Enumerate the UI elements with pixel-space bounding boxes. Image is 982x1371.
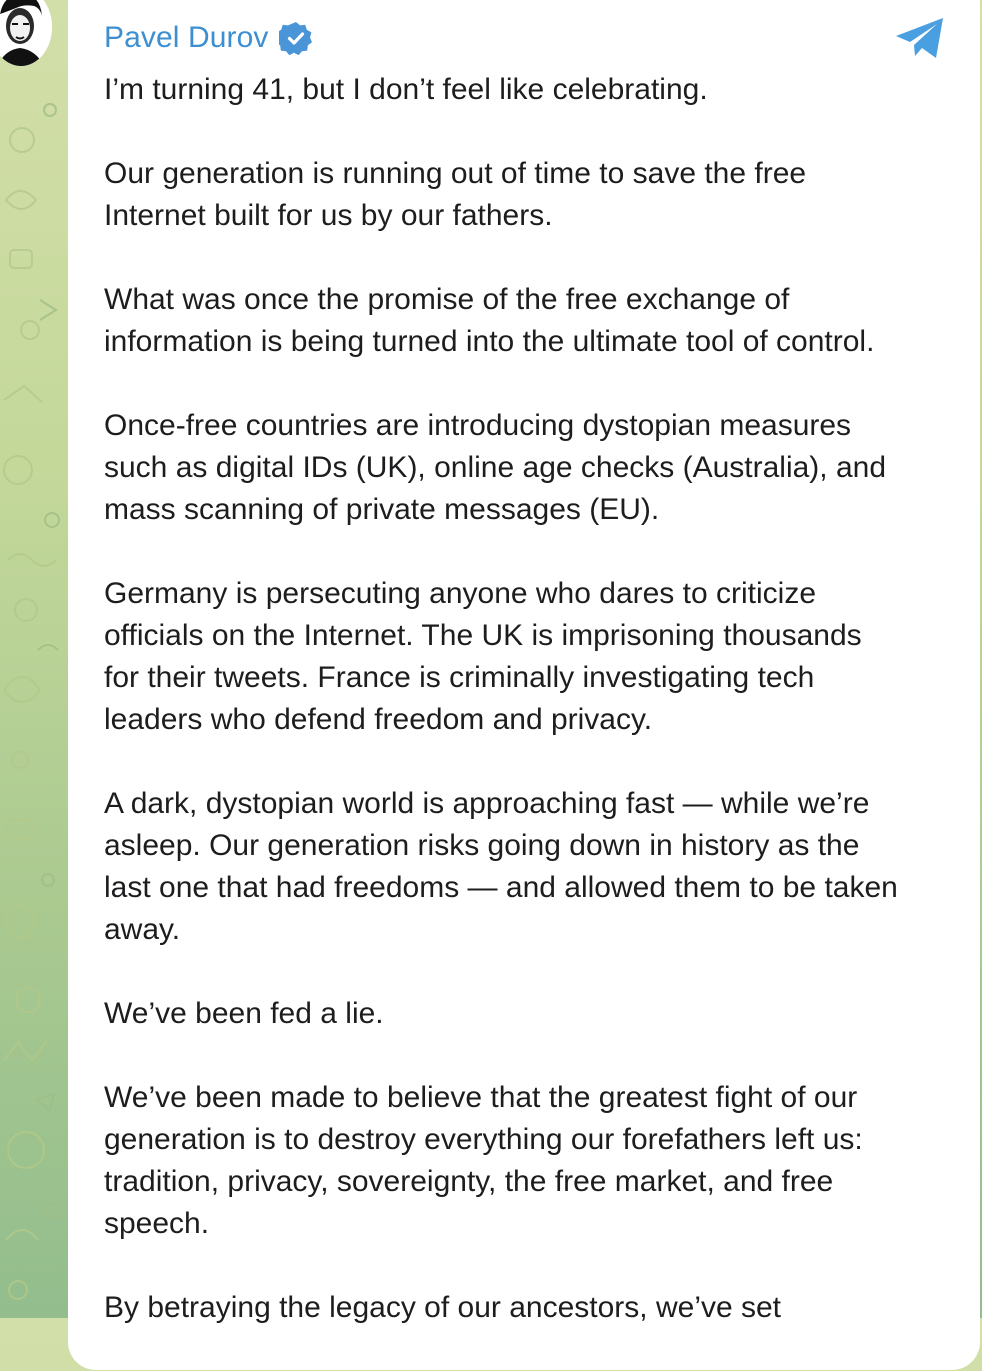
post-paragraph bbox=[104, 783, 954, 951]
post-paragraph bbox=[104, 993, 954, 1035]
post-text-line: asleep. Our generation risks going down in history as the bbox=[104, 829, 860, 862]
post-paragraph bbox=[104, 1077, 954, 1245]
post-text-line: Internet built for us by our fathers. bbox=[104, 199, 553, 232]
post-text-line: for their tweets. France is criminally investigating tech bbox=[104, 661, 815, 694]
verified-badge-icon bbox=[279, 21, 313, 55]
post-text-line: away. bbox=[104, 913, 181, 946]
post-paragraph bbox=[104, 573, 954, 741]
post-text-line: speech. bbox=[104, 1207, 210, 1240]
avatar[interactable] bbox=[0, 0, 52, 66]
chat-wallpaper bbox=[0, 0, 70, 1318]
post-text-line: What was once the promise of the free exchange of bbox=[104, 283, 790, 316]
post-paragraph bbox=[104, 405, 954, 531]
post-text-line: last one that had freedoms — and allowed them to be taken bbox=[104, 871, 898, 904]
post-text-line: such as digital IDs (UK), online age checks (Australia), and bbox=[104, 451, 887, 484]
post-text-line: I’m turning 41, but I don’t feel like celebrating. bbox=[104, 73, 708, 106]
post-text-line: tradition, privacy, sovereignty, the free market, and free bbox=[104, 1165, 834, 1198]
post-text-line: mass scanning of private messages (EU). bbox=[104, 493, 660, 526]
post-text-line: A dark, dystopian world is approaching fast — while we’re bbox=[104, 787, 870, 820]
post-header bbox=[104, 16, 313, 60]
post-text-line: leaders who defend freedom and privacy. bbox=[104, 703, 653, 736]
post-text-line: Our generation is running out of time to save the free bbox=[104, 157, 807, 190]
post-text-line: officials on the Internet. The UK is imprisoning thousands bbox=[104, 619, 862, 652]
post-text-line: Once-free countries are introducing dystopian measures bbox=[104, 409, 852, 442]
post-text bbox=[104, 69, 954, 1371]
post-paragraph bbox=[104, 1287, 954, 1329]
post-text-line: generation is to destroy everything our forefathers left us: bbox=[104, 1123, 863, 1156]
post-text-line: By betraying the legacy of our ancestors, we’ve set bbox=[104, 1291, 782, 1324]
post-paragraph bbox=[104, 279, 954, 363]
wallpaper-doodle-pattern bbox=[0, 0, 70, 1318]
telegram-paper-plane-icon[interactable] bbox=[893, 16, 947, 62]
post-text-line: Germany is persecuting anyone who dares to criticize bbox=[104, 577, 817, 610]
author-name[interactable]: Pavel Durov bbox=[104, 21, 269, 54]
post-text-line: We’ve been made to believe that the greatest fight of our bbox=[104, 1081, 858, 1114]
post-text-line: information is being turned into the ultimate tool of control. bbox=[104, 325, 875, 358]
post-text-line: We’ve been fed a lie. bbox=[104, 997, 384, 1030]
post-paragraph bbox=[104, 69, 954, 111]
post-paragraph bbox=[104, 153, 954, 237]
avatar-photo-icon bbox=[0, 0, 52, 66]
